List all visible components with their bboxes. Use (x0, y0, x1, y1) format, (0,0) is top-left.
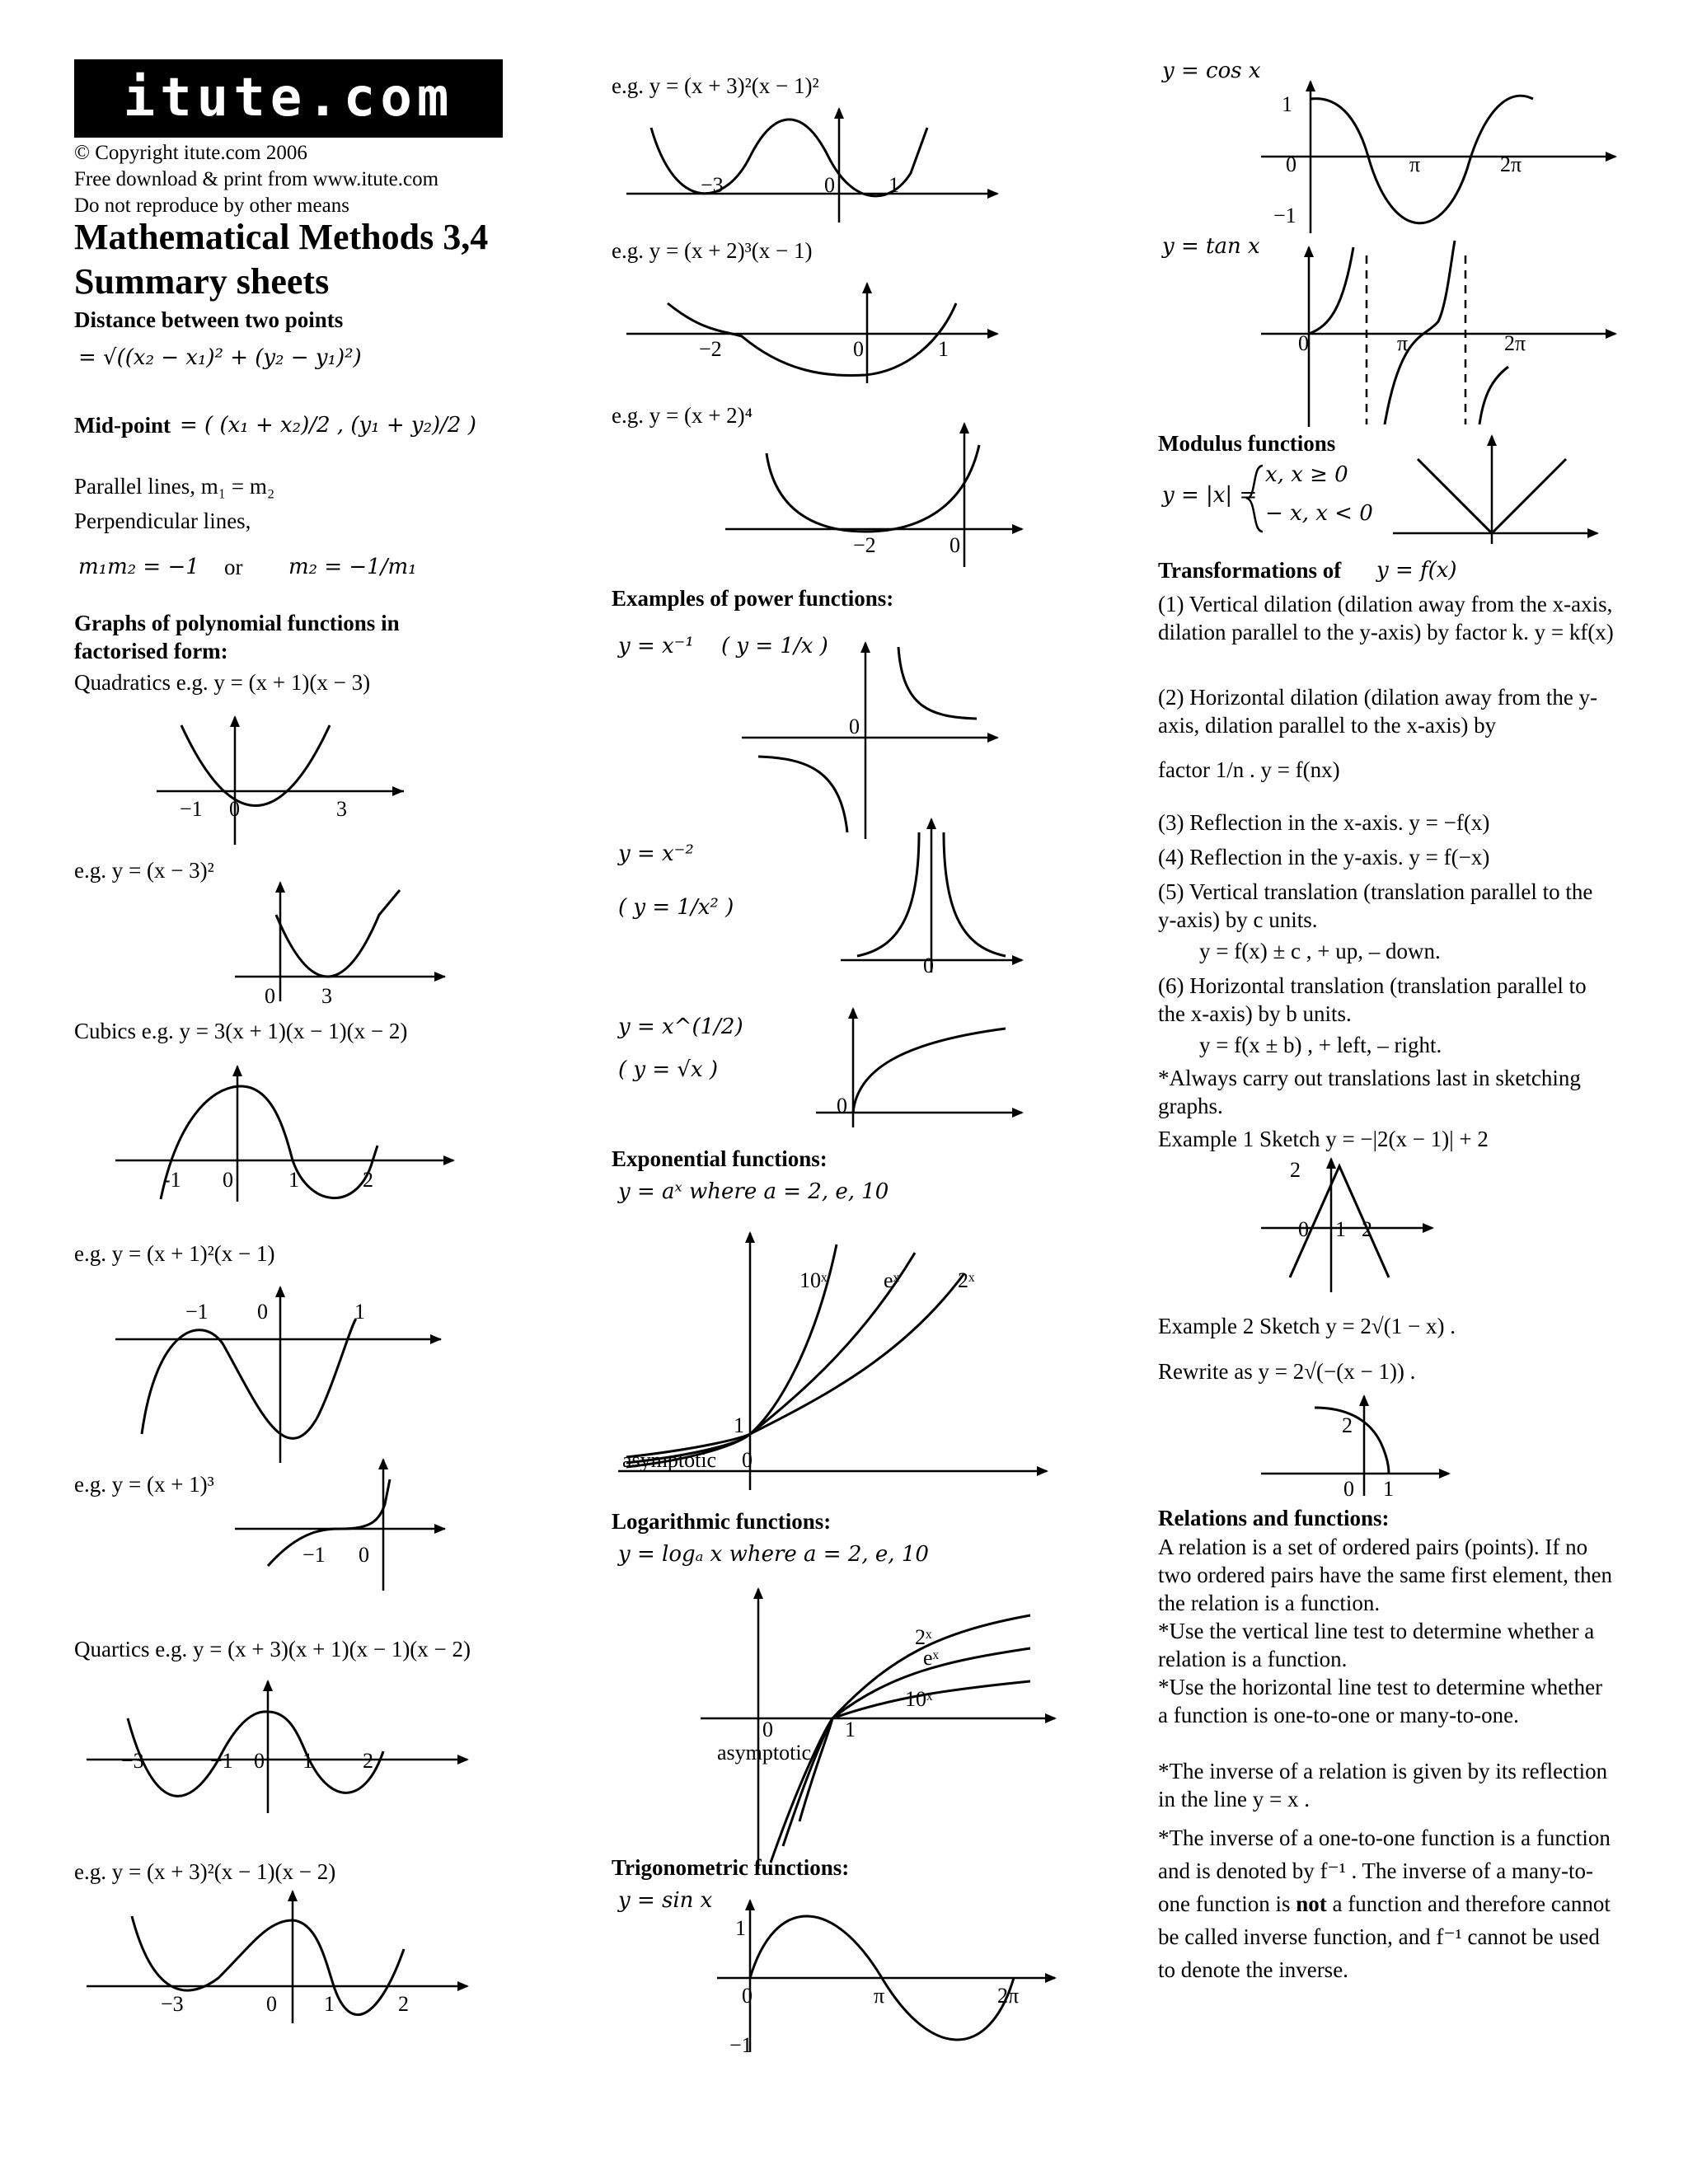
example-2-label: Example 2 Sketch y = 2√(1 − x) . (1158, 1314, 1456, 1338)
sin-eq: y = sin x (618, 1888, 713, 1913)
page-title: Mathematical Methods 3,4 (74, 217, 489, 257)
tick-label: 1 (288, 1168, 299, 1192)
power-1-alt: ( y = 1/x ) (721, 634, 828, 658)
copyright-text: © Copyright itute.com 2006 (74, 142, 307, 164)
eg-cubic-2-label: e.g. y = (x + 1)²(x − 1) (74, 1241, 275, 1266)
graph-power-reciprocal (742, 635, 1006, 841)
eg-cubic-3-label: e.g. y = (x + 1)³ (74, 1472, 214, 1497)
graph-quartic-5 (725, 420, 1030, 569)
inverse-note-part-2: a function and therefore cannot be called inverse function, and f⁻¹ cannot be used to denote the inverse. (1158, 1891, 1611, 1982)
tick-label: 1 (1383, 1477, 1394, 1501)
tick-label: 1 (734, 1413, 744, 1437)
exp-heading: Exponential functions: (612, 1146, 828, 1171)
curve-label-10x: 10ˣ (905, 1687, 933, 1711)
perp-or: or (224, 555, 243, 579)
curve-label-2x: 2ˣ (915, 1625, 932, 1649)
cubics-label: Cubics e.g. y = 3(x + 1)(x − 1)(x − 2) (74, 1019, 408, 1043)
eg-quartic-2-label: e.g. y = (x + 3)²(x − 1)(x − 2) (74, 1859, 336, 1884)
tick-label: 0 (265, 984, 275, 1008)
tick-label: 0 (923, 954, 934, 977)
exp-eq: y = aˣ where a = 2, e, 10 (618, 1179, 889, 1204)
distance-heading: Distance between two points (74, 307, 344, 332)
graph-quartic-4 (626, 280, 1006, 387)
tick-label: 0 (229, 797, 240, 821)
tick-label: 1 (889, 173, 899, 197)
tick-label: 3 (321, 984, 332, 1008)
graph-example-2 (1261, 1393, 1459, 1500)
trig-heading: Trigonometric functions: (612, 1855, 850, 1880)
eg-q4-label: e.g. y = (x + 2)³(x − 1) (612, 238, 813, 263)
tick-label: -1 (163, 1168, 181, 1192)
graph-example-1 (1261, 1154, 1442, 1294)
power-3-eq: y = x^(1/2) (618, 1015, 743, 1039)
tick-label: 2 (1290, 1158, 1301, 1182)
asymptote-label: asymptotic (717, 1741, 812, 1765)
tick-label: 2 (363, 1749, 373, 1773)
graph-quadratic-1 (132, 709, 412, 849)
quadratics-label: Quadratics e.g. y = (x + 1)(x − 3) (74, 670, 371, 695)
tick-label: 1 (324, 1992, 335, 2016)
perp-formula-2: m₂ = −1/m₁ (288, 555, 417, 579)
transform-function: y = f(x) (1376, 558, 1457, 583)
transform-1: (1) Vertical dilation (dilation away from the x-axis, dilation parallel to the y-axis) by factor k. y = kf(x) (1158, 592, 1614, 644)
modulus-case-2: − x, x < 0 (1265, 501, 1373, 526)
reproduce-text: Do not reproduce by other means (74, 194, 349, 217)
transform-6b: y = f(x ± b) , + left, – right. (1199, 1033, 1442, 1057)
tick-label: 1 (1282, 92, 1292, 116)
curve-label-10x: 10ˣ (799, 1268, 828, 1292)
tick-label: 2π (1500, 152, 1522, 176)
always-note: *Always carry out translations last in sketching graphs. (1158, 1066, 1581, 1118)
tick-label: −1 (180, 797, 203, 821)
inverse-relation: *The inverse of a relation is given by its reflection in the line y = x . (1158, 1759, 1608, 1811)
graph-quadratic-2 (235, 878, 449, 1010)
cos-eq: y = cos x (1162, 59, 1261, 83)
power-2-eq: y = x⁻² (618, 841, 694, 866)
power-2-alt: ( y = 1/x² ) (618, 895, 734, 920)
tick-label: 0 (950, 533, 960, 557)
quartics-label: Quartics e.g. y = (x + 3)(x + 1)(x − 1)(x − 2) (74, 1637, 471, 1661)
transform-2: (2) Horizontal dilation (dilation away from the y-axis, dilation parallel to the x-axis) by (1158, 685, 1598, 738)
distance-formula: = √((x₂ − x₁)² + (y₂ − y₁)²) (78, 345, 362, 370)
itute-logo: itute.com (74, 59, 503, 138)
tick-label: 1 (302, 1749, 313, 1773)
tick-label: 0 (837, 1094, 847, 1118)
tick-label: 0 (223, 1168, 233, 1192)
horizontal-line-test: *Use the horizontal line test to determine whether a function is one-to-one or many-to-one. (1158, 1675, 1603, 1727)
power-3-alt: ( y = √x ) (618, 1057, 719, 1082)
tick-label: −2 (699, 337, 722, 361)
tick-label: 0 (254, 1749, 265, 1773)
transform-heading: Transformations of (1158, 558, 1342, 583)
modulus-case-1: x, x ≥ 0 (1265, 462, 1348, 487)
tick-label: −3 (161, 1992, 184, 2016)
tick-label: 1 (735, 1916, 746, 1940)
vertical-line-test: *Use the vertical line test to determine whether a relation is a function. (1158, 1619, 1595, 1671)
tick-label: −1 (729, 2033, 753, 2057)
poly-heading-2: factorised form: (74, 639, 228, 663)
graph-cubic-2 (115, 1277, 445, 1467)
graph-exponential (618, 1228, 1055, 1492)
graph-cosine (1261, 78, 1624, 235)
rewrite-label: Rewrite as y = 2√(−(x − 1)) . (1158, 1359, 1416, 1384)
tick-label: 2 (363, 1168, 373, 1192)
log-eq: y = logₐ x where a = 2, e, 10 (618, 1542, 929, 1567)
tick-label: −1 (185, 1300, 209, 1324)
eg-q3-label: e.g. y = (x + 3)²(x − 1)² (612, 73, 819, 98)
tick-label: 0 (257, 1300, 268, 1324)
graph-cubic-1 (115, 1063, 462, 1203)
poly-heading-1: Graphs of polynomial functions in (74, 611, 400, 635)
modulus-heading: Modulus functions (1158, 431, 1336, 456)
tick-label: 1 (845, 1718, 856, 1741)
graph-quartic-2 (87, 1887, 474, 2027)
tick-label: π (874, 1984, 885, 2008)
tick-label: 0 (359, 1543, 369, 1567)
graph-logarithmic (676, 1582, 1063, 1871)
transform-6: (6) Horizontal translation (translation parallel to the x-axis) by b units. (1158, 973, 1587, 1026)
tick-label: 1 (1335, 1217, 1346, 1241)
eg-q5-label: e.g. y = (x + 2)⁴ (612, 403, 753, 428)
relations-definition: A relation is a set of ordered pairs (points). If no two ordered pairs have the same first element, then the relation is a function. (1158, 1535, 1613, 1615)
tick-label: 3 (336, 797, 347, 821)
curve-label-ex: eˣ (884, 1268, 900, 1292)
tick-label: 2π (1504, 331, 1526, 355)
tick-label: 0 (1298, 1217, 1309, 1241)
download-text: Free download & print from www.itute.com (74, 168, 439, 190)
tick-label: −1 (210, 1749, 233, 1773)
tick-label: 0 (742, 1448, 753, 1472)
graph-tangent (1261, 231, 1624, 429)
tick-label: 0 (853, 337, 864, 361)
transform-2b: factor 1/n . y = f(nx) (1158, 757, 1340, 782)
example-1-label: Example 1 Sketch y = −|2(x − 1)| + 2 (1158, 1127, 1489, 1151)
tick-label: 2 (1362, 1217, 1372, 1241)
tick-label: 0 (824, 173, 835, 197)
tick-label: −3 (121, 1749, 144, 1773)
power-heading: Examples of power functions: (612, 586, 894, 611)
tick-label: 1 (354, 1300, 365, 1324)
graph-cubic-3 (235, 1455, 449, 1595)
transform-3: (3) Reflection in the x-axis. y = −f(x) (1158, 810, 1490, 835)
tick-label: 0 (1298, 331, 1309, 355)
power-1-eq: y = x⁻¹ (618, 634, 694, 658)
tan-eq: y = tan x (1162, 234, 1260, 259)
tick-label: 0 (849, 715, 860, 738)
tick-label: 0 (762, 1718, 773, 1741)
tick-label: 0 (1286, 152, 1296, 176)
tick-label: 1 (938, 337, 949, 361)
tick-label: 0 (742, 1984, 753, 2008)
graph-power-sqrt (816, 1005, 1030, 1129)
parallel-lines: Parallel lines, m₁ = m₂ (74, 474, 275, 499)
transform-4: (4) Reflection in the y-axis. y = f(−x) (1158, 845, 1490, 869)
midpoint-formula: = ( (x₁ + x₂)/2 , (y₁ + y₂)/2 ) (180, 413, 476, 438)
tick-label: −2 (853, 533, 876, 557)
graph-modulus (1393, 433, 1607, 548)
graph-quartic-3 (626, 107, 1006, 231)
tick-label: 2 (398, 1992, 409, 2016)
asymptote-label: asymptotic (622, 1448, 717, 1472)
tick-label: 2 (1342, 1413, 1353, 1437)
transform-5: (5) Vertical translation (translation parallel to the y-axis) by c units. (1158, 879, 1593, 932)
tick-label: π (1409, 152, 1421, 176)
tick-label: −1 (1273, 204, 1296, 227)
tick-label: 0 (266, 1992, 277, 2016)
curve-label-2x: 2ˣ (958, 1268, 975, 1292)
page-subtitle: Summary sheets (74, 261, 330, 302)
graph-sine (717, 1896, 1063, 2060)
graph-quartic-1 (87, 1677, 474, 1817)
transform-5b: y = f(x) ± c , + up, – down. (1199, 939, 1441, 963)
inverse-note-part-1: *The inverse of a one-to-one function is a function and is denoted by f⁻¹ . The inverse of a many-to-one function is (1158, 1825, 1611, 1916)
inverse-function-note (1158, 1821, 1615, 1986)
eg-square-label: e.g. y = (x − 3)² (74, 858, 214, 883)
tick-label: 2π (997, 1984, 1020, 2008)
graph-power-inverse-square (841, 816, 1030, 977)
tick-label: −1 (302, 1543, 326, 1567)
log-heading: Logarithmic functions: (612, 1509, 832, 1534)
inverse-note-not: not (1296, 1891, 1327, 1916)
curve-label-ex: eˣ (923, 1646, 940, 1670)
perpendicular-lines: Perpendicular lines, (74, 509, 251, 533)
tick-label: −3 (701, 173, 724, 197)
tick-label: 0 (1343, 1477, 1354, 1501)
relations-heading: Relations and functions: (1158, 1506, 1390, 1530)
modulus-eq: y = |x| = (1162, 483, 1258, 508)
midpoint-label: Mid-point (74, 413, 171, 438)
perp-formula-1: m₁m₂ = −1 (78, 555, 199, 579)
tick-label: π (1397, 331, 1409, 355)
